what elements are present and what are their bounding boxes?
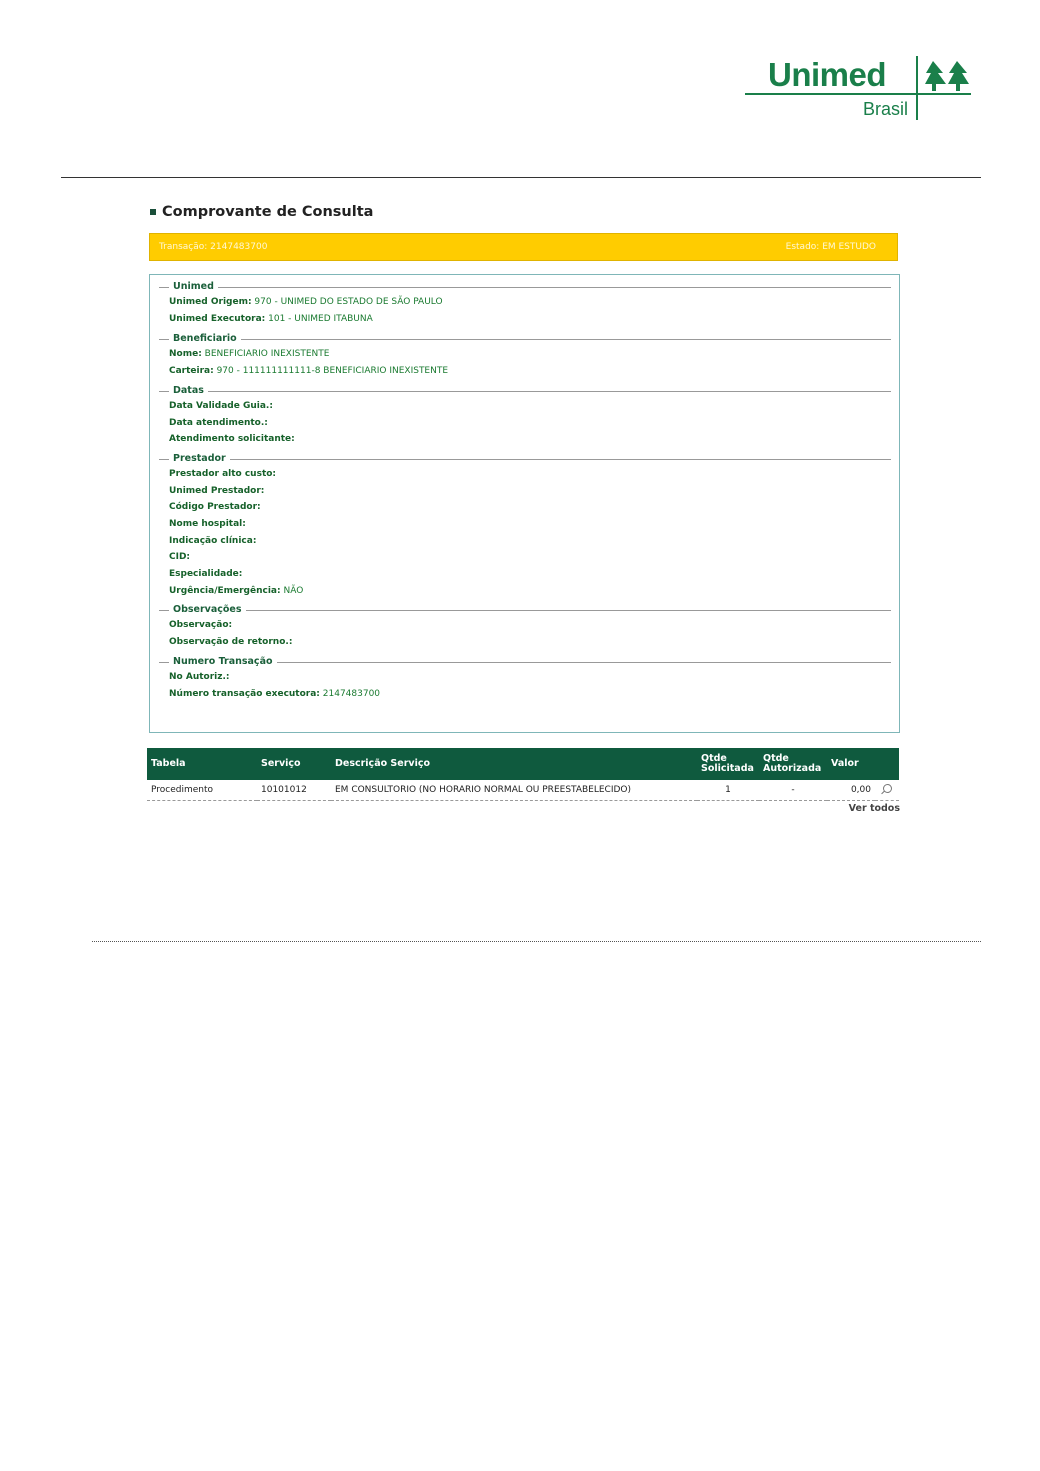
field-numero-transacao-executora: Número transação executora: 2147483700 (169, 688, 381, 699)
estado-label: Estado: EM ESTUDO (785, 242, 876, 252)
field-cid: CID: (169, 552, 191, 563)
ver-todos-link[interactable]: Ver todos (848, 803, 900, 814)
cell-qtde-autorizada: - (759, 780, 827, 801)
unimed-trees-icon (923, 60, 969, 92)
field-codigo-prestador: Código Prestador: (169, 502, 261, 513)
top-divider (61, 177, 981, 178)
section-datas (159, 384, 891, 448)
field-nome: Nome: BENEFICIARIO INEXISTENTE (169, 349, 330, 359)
col-header-servico: Serviço (257, 748, 331, 780)
table-row[interactable] (147, 780, 899, 801)
bottom-divider (92, 941, 981, 942)
services-table (147, 748, 899, 801)
field-nome-hospital: Nome hospital: (169, 519, 246, 530)
field-atendimento-solicitante: Atendimento solicitante: (169, 434, 295, 445)
comprovante-panel (133, 198, 910, 818)
status-bar (149, 233, 898, 261)
col-header-tabela: Tabela (147, 748, 257, 780)
cell-tabela: Procedimento (147, 780, 257, 801)
cell-servico: 10101012 (257, 780, 331, 801)
section-legend: Observações (159, 603, 891, 617)
cell-descricao: EM CONSULTORIO (NO HORARIO NORMAL OU PREESTABELECIDO) (331, 780, 697, 801)
title-bullet-icon (150, 209, 156, 215)
logo-subtitle: Brasil (863, 99, 909, 119)
cell-qtde-solicitada: 1 (697, 780, 759, 801)
section-legend: Beneficiario (159, 332, 891, 346)
col-header-valor: Valor (827, 748, 875, 780)
section-legend: Prestador (159, 452, 891, 466)
logo-vertical-line (916, 56, 918, 120)
logo-horizontal-line (745, 93, 971, 95)
magnifier-icon[interactable] (883, 784, 892, 793)
section-observacoes (159, 603, 891, 650)
section-numero-transacao (159, 655, 891, 702)
detail-fieldset-box (149, 274, 900, 733)
logo-wordmark: Unimed (768, 56, 887, 93)
field-especialidade: Especialidade: (169, 569, 243, 580)
section-unimed (159, 280, 891, 327)
table-header-row (147, 748, 899, 780)
field-unimed-executora: Unimed Executora: 101 - UNIMED ITABUNA (169, 313, 373, 324)
col-header-qtde-solicitada: Qtde Solicitada (697, 748, 759, 780)
field-indicacao-clinica: Indicação clínica: (169, 535, 257, 546)
page-title (150, 204, 373, 220)
col-header-qtde-autorizada: Qtde Autorizada (759, 748, 827, 780)
col-header-actions (875, 748, 899, 780)
cell-valor: 0,00 (827, 780, 875, 801)
field-observacao: Observação: (169, 620, 233, 630)
field-no-autoriz: No Autoriz.: (169, 672, 230, 682)
field-carteira: Carteira: 970 - 111111111111-8 BENEFICIARIO INEXISTENTE (169, 365, 449, 376)
field-observacao-retorno: Observação de retorno.: (169, 636, 293, 647)
section-legend: Unimed (159, 280, 891, 294)
field-data-atendimento: Data atendimento.: (169, 417, 268, 428)
field-unimed-origem: Unimed Origem: 970 - UNIMED DO ESTADO DE SÃO PAULO (169, 297, 443, 307)
field-data-validade-guia: Data Validade Guia.: (169, 401, 273, 411)
field-unimed-prestador: Unimed Prestador: (169, 485, 265, 496)
field-prestador-alto-custo: Prestador alto custo: (169, 469, 277, 479)
col-header-descricao: Descrição Serviço (331, 748, 697, 780)
section-prestador (159, 452, 891, 600)
page-title-text: Comprovante de Consulta (162, 204, 374, 220)
transacao-label: Transação: 2147483700 (159, 242, 268, 252)
section-beneficiario (159, 332, 891, 379)
unimed-brasil-logo (745, 56, 971, 122)
section-legend: Numero Transação (159, 655, 891, 669)
cell-details (875, 780, 899, 801)
section-legend: Datas (159, 384, 891, 398)
field-urgencia-emergencia: Urgência/Emergência: NÃO (169, 585, 304, 596)
